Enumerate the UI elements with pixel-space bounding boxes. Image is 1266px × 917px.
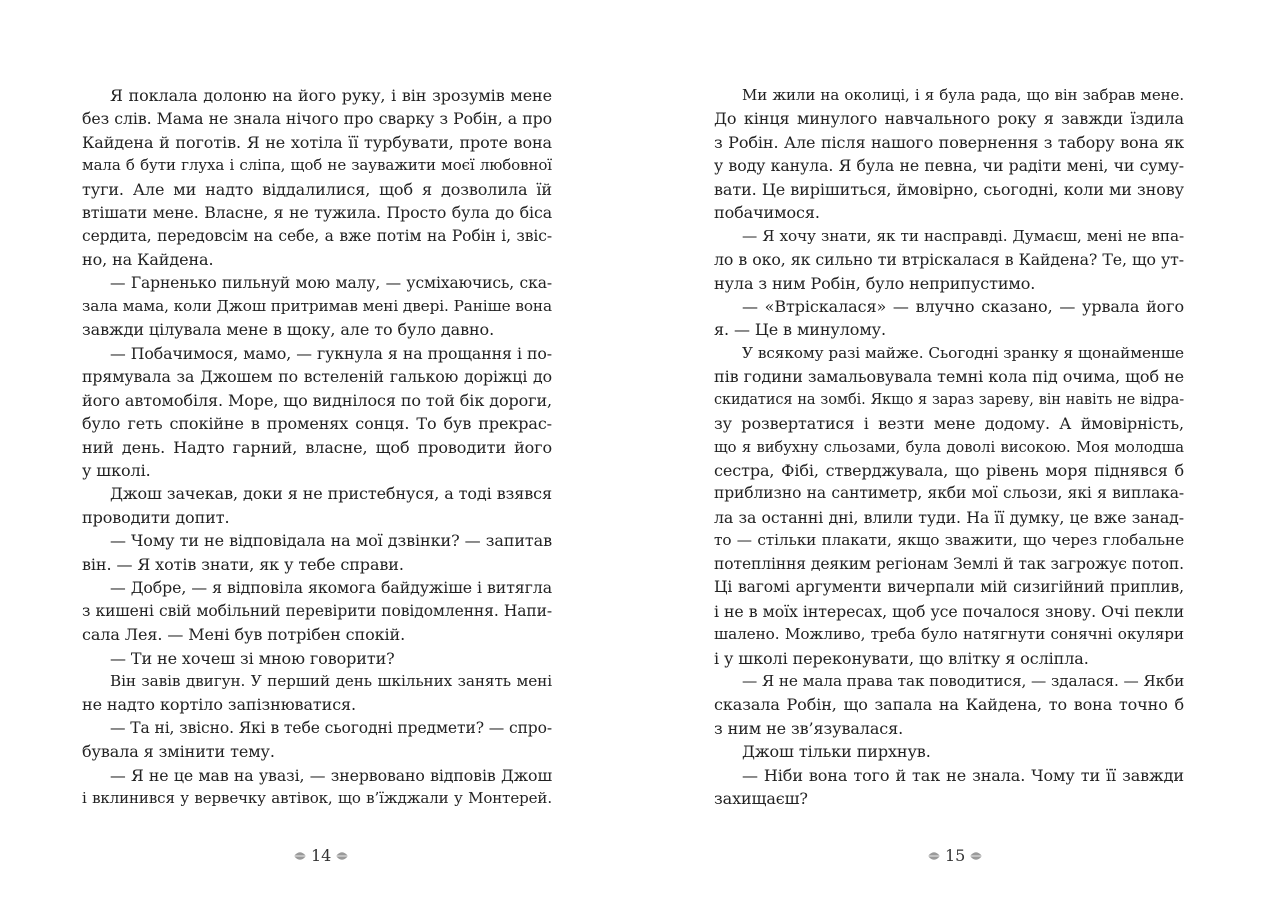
text-line: — Ти не хочеш зі мною говорити?: [110, 648, 395, 668]
text-line: проводити допит.: [82, 507, 230, 527]
text-line: і вклинився у вервечку автівок, що в’їжджали у Монтерей.: [82, 789, 552, 808]
right-page-number: [927, 846, 983, 865]
text-line: побачимося.: [714, 203, 820, 223]
text-line: — «Втріскалася» — влучно сказано, — урвала його: [742, 296, 1184, 316]
text-line: скидатися на зомбі. Якщо я зараз зареву, він навіть не відра-: [714, 391, 1184, 408]
text-line: бувала я змінити тему.: [82, 742, 275, 762]
text-line: не надто кортіло запізнюватися.: [82, 695, 357, 715]
text-line: він. — Я хотів знати, як у тебе справи.: [82, 554, 404, 574]
leaf-ornament-icon: [293, 849, 307, 863]
text-line: но, на Кайдена.: [82, 250, 214, 270]
text-line: з кишені свій мобільний перевірити повідомлення. Напи-: [82, 601, 552, 620]
text-line: мала б бути глуха і сліпа, щоб не зауважити моєї любовної: [82, 156, 552, 175]
text-line: Джош тільки пирхнув.: [742, 742, 931, 762]
text-line: — Я хочу знати, як ти насправді. Думаєш, мені не впа-: [742, 226, 1184, 245]
text-line: з Робін. Але після нашого повернення з табору вона як: [714, 132, 1184, 152]
text-line: було геть спокійне в променях сонця. То був прекрас-: [82, 414, 552, 434]
text-line: вати. Це вирішиться, ймовірно, сьогодні, коли ми знову: [714, 179, 1184, 199]
text-line: Я поклала долоню на його руку, і він зрозумів мене: [110, 86, 552, 105]
text-line: з ним не зв’язувалася.: [714, 718, 904, 738]
right-page-body: [714, 84, 1184, 811]
text-line: сказала Робін, що запала на Кайдена, то вона точно б: [714, 695, 1184, 715]
text-line: У всякому разі майже. Сьогодні зранку я щонайменше: [742, 343, 1184, 362]
text-line: і у школі переконувати, що влітку я осліпла.: [714, 648, 1089, 668]
left-page-number: [293, 846, 349, 865]
text-line: у школі.: [82, 461, 151, 480]
text-line: сестра, Фібі, стверджувала, що рівень моря піднявся б: [714, 461, 1184, 480]
text-line: — Чому ти не відповідала на мої дзвінки? — запитав: [110, 531, 552, 551]
text-line: — Я не мала права так поводитися, — здалася. — Якби: [742, 671, 1185, 690]
text-line: зала мама, коли Джош притримав мені двері. Раніше вона: [82, 296, 552, 315]
text-line: я. — Це в минулому.: [714, 320, 886, 340]
text-line: Він завів двигун. У перший день шкільних занять мені: [110, 671, 552, 690]
text-line: ний день. Надто гарний, власне, щоб проводити його: [82, 437, 552, 457]
text-line: нула з ним Робін, було неприпустимо.: [714, 273, 1036, 293]
text-line: шалено. Можливо, треба було натягнути сонячні окуляри: [714, 625, 1184, 644]
text-line: Джош зачекав, доки я не пристебнуся, а тоді взявся: [110, 484, 552, 504]
text-line: — Я не це мав на увазі, — знервовано відповів Джош: [110, 765, 552, 785]
page-number: 14: [311, 846, 332, 865]
text-line: ло в око, як сильно ти втріскалася в Кайдена? Те, що ут-: [714, 250, 1184, 270]
text-line: — Гарненько пильнуй мою малу, — усміхаючись, ска-: [110, 273, 552, 292]
text-line: Ми жили на околиці, і я була рада, що він забрав мене.: [742, 86, 1184, 104]
page-number: 15: [945, 846, 966, 865]
text-line: Кайдена й поготів. Я не хотіла її турбувати, проте вона: [82, 132, 552, 152]
text-line: Ці вагомі аргументи вичерпали мій сизигійний приплив,: [714, 578, 1184, 597]
text-line: захищаєш?: [714, 789, 808, 809]
left-page-body: [82, 84, 552, 811]
text-line: — Та ні, звісно. Які в тебе сьогодні предмети? — спро-: [110, 718, 552, 737]
text-line: ла за останні дні, влили туди. На її думку, це вже занад-: [714, 507, 1184, 527]
leaf-ornament-icon: [335, 849, 349, 863]
text-line: і не в моїх інтересах, щоб усе почалося знову. Очі пекли: [714, 601, 1184, 621]
text-line: що я вибухну сльозами, була доволі високою. Моя молодша: [714, 438, 1184, 456]
text-line: — Побачимося, мамо, — гукнула я на прощання і по-: [110, 343, 552, 363]
text-line: пів години замальовувала темні кола під очима, щоб не: [714, 367, 1184, 387]
text-line: До кінця минулого навчального року я завжди їздила: [714, 109, 1184, 129]
text-line: втішати мене. Власне, я не тужила. Просто була до біса: [82, 203, 552, 223]
text-line: у воду канула. Я була не певна, чи радіти мені, чи суму-: [714, 156, 1184, 176]
text-line: то — стільки плакати, якщо зважити, що через глобальне: [714, 531, 1184, 550]
text-line: — Добре, — я відповіла якомога байдужіше і витягла: [110, 578, 552, 598]
text-line: — Ніби вона того й так не знала. Чому ти її завжди: [742, 765, 1184, 785]
text-line: його автомобіля. Море, що виднілося по той бік дороги,: [82, 390, 552, 410]
text-line: туги. Але ми надто віддалилися, щоб я дозволила їй: [82, 179, 552, 199]
text-line: сердита, передовсім на себе, а вже потім на Робін і, звіс-: [82, 226, 552, 245]
leaf-ornament-icon: [969, 849, 983, 863]
text-line: потепління деяким регіонам Землі й так загрожує потоп.: [714, 554, 1184, 573]
text-line: зу розвертатися і везти мене додому. А ймовірність,: [714, 414, 1184, 434]
text-line: прямувала за Джошем по встеленій галькою доріжці до: [82, 367, 552, 387]
text-line: без слів. Мама не знала нічого про сварку з Робін, а про: [82, 109, 552, 129]
text-line: завжди цілувала мене в щоку, але то було давно.: [82, 320, 495, 340]
text-line: приблизно на сантиметр, якби мої сльози, які я виплака-: [714, 484, 1184, 503]
text-line: сала Лея. — Мені був потрібен спокій.: [82, 625, 406, 645]
leaf-ornament-icon: [927, 849, 941, 863]
